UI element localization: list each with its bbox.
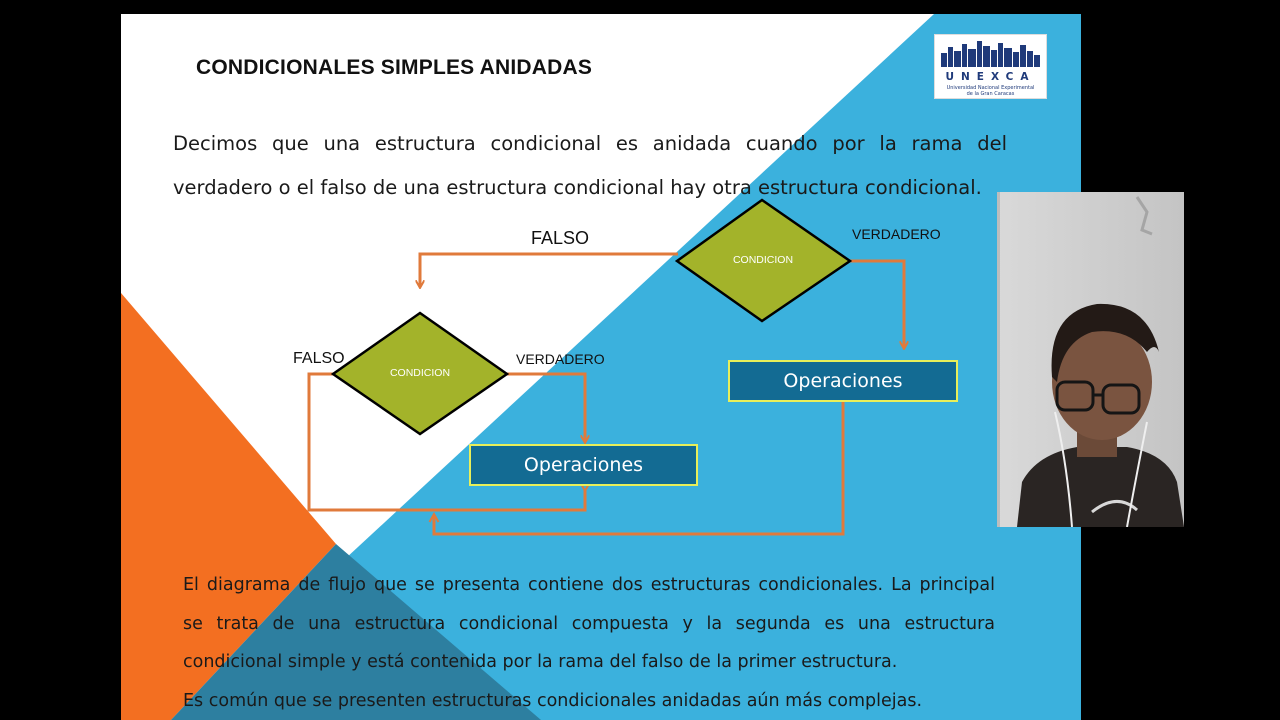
outer-true-label: VERDADERO (852, 226, 941, 242)
inner-condition-label: CONDICION (389, 367, 451, 379)
presentation-slide (121, 14, 1081, 720)
intro-line-2: verdadero o el falso de una estructura condicional hay otra estructura condicional. (173, 176, 982, 199)
outer-false-label: FALSO (531, 228, 590, 248)
presenter-webcam-feed (997, 192, 1184, 527)
logo-wordmark: UNEXCA (945, 71, 1036, 83)
outer-true-arrow (849, 261, 904, 348)
description-line-1: El diagrama de flujo que se presenta contiene dos estructuras condicionales. La principal (183, 575, 995, 595)
slide-title: CONDICIONALES SIMPLES ANIDADAS (196, 56, 593, 79)
description-paragraph (183, 566, 995, 720)
logo-subtitle-line-2: de la Gran Caracas (966, 91, 1015, 97)
presenter-image (997, 192, 1184, 527)
inner-true-arrow (507, 374, 585, 442)
description-line-3: condicional simple y está contenida por la rama del falso de la primer estructura. (183, 652, 898, 672)
intro-line-1: Decimos que una estructura condicional es anidada cuando por la rama del (173, 132, 1007, 155)
logo-subtitle-line-1: Universidad Nacional Experimental (946, 85, 1035, 91)
outer-false-arrow (420, 254, 678, 287)
operations-box-inner: Operaciones (469, 444, 698, 486)
description-line-4: Es común que se presenten estructuras condicionales anidadas aún más complejas. (183, 690, 923, 711)
operations-box-outer: Operaciones (728, 360, 958, 402)
outer-condition-label: CONDICION (732, 254, 794, 266)
inner-false-label: FALSO (293, 350, 345, 367)
inner-true-label: VERDADERO (516, 351, 605, 367)
description-line-2: se trata de una estructura condicional compuesta y la segunda es una estructura (183, 613, 995, 634)
